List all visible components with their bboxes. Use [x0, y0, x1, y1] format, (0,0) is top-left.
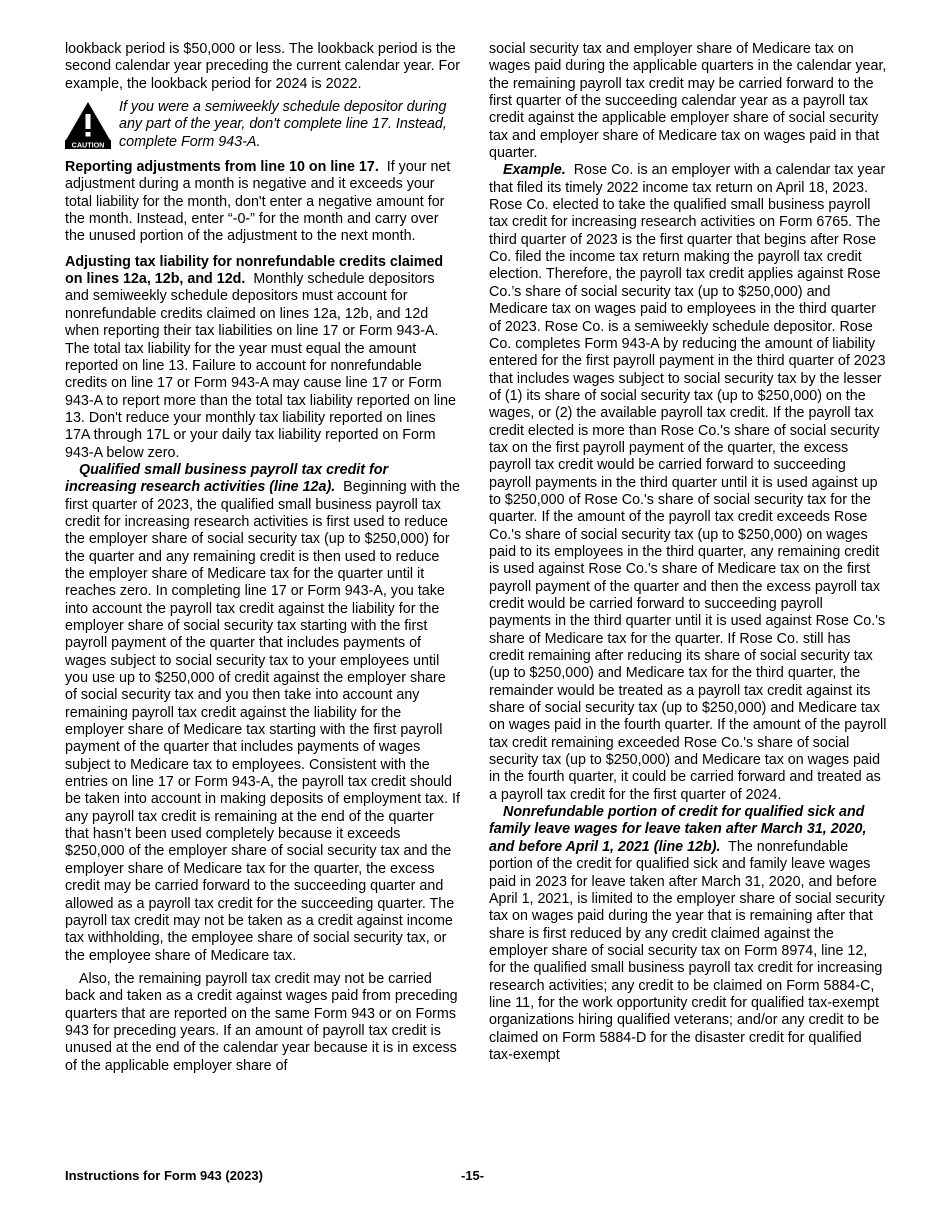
adjusting-tax-liability-paragraph: [65, 254, 461, 462]
caution-label: CAUTION: [71, 140, 105, 150]
page-number: -15-: [461, 1168, 485, 1183]
qualified-small-business-body: Beginning with the first quarter of 2023, the qualified small business payroll tax credit for increasing research activities is first used to reduce the employer share of social security tax (up to $250,000) for the quarter and any remaining credit is then used to reduce the employer share of Medicare tax for the quarter until it reaches zero. In completing line 17 or Form 943-A, you take into account the payroll tax credit against the liability for the employer share of social security tax starting with the first payroll payment of the quarter that includes payments of wages subject to social security tax to your employees until you use up to $250,000 of credit against the employer share of social security tax and you then take into account any remaining payroll tax credit against the liability for the employer share of Medicare tax starting with the first payroll payment of the quarter that includes payments of wages subject to Medicare tax to employees. Consistent with the entries on line 17 or Form 943-A, the payroll tax credit should be taken into account in making deposits of employment tax. If any payroll tax credit is remaining at the end of the quarter that hasn’t been used completely because it exceeds $250,000 of the employer share of social security tax and the employer share of Medicare tax for the quarter, the excess credit may be carried forward to the succeeding quarter and allowed as a payroll tax credit for the succeeding quarter. The payroll tax credit may not be taken as a credit against income tax withholding, the employee share of social security tax, or the employee share of Medicare tax.: [65, 479, 460, 964]
nonrefundable-heading: Nonrefundable portion of credit for qualified sick and family leave wages for leave taken after March 31, 2020, and before April 1, 2021 (line 12b).: [489, 804, 867, 855]
caution-text: If you were a semiweekly schedule depositor during any part of the year, don't complete line 17. Instead, complete Form 943-A.: [119, 99, 447, 150]
reporting-adjustments-paragraph: [65, 159, 461, 246]
caution-icon: [65, 101, 111, 149]
nonrefundable-body: The nonrefundable portion of the credit for qualified sick and family leave wages paid in 2023 for leave taken after March 31, 2020, and before April 1, 2021, is limited to the employer share of social security tax on wages paid during the year that is remaining after that share is first reduced by any credit claimed against the employer share of social security tax on Form 8974, line 12, for the qualified small business payroll tax credit for increasing research activities; any credit to be claimed on Form 5884-C, line 11, for the work opportunity credit for qualified tax-exempt organizations hiring qualified veterans; and/or any credit to be claimed on Form 5884-D for the disaster credit for qualified tax-exempt: [489, 838, 885, 1063]
reporting-adjustments-body: If your net adjustment during a month is negative and it exceeds your total liability for the month, don't enter a negative amount for the month. Instead, enter “-0-” for the month and carry over the unused portion of the adjustment to the next month.: [65, 159, 451, 245]
caution-note: [65, 99, 461, 151]
qualified-small-business-heading: Qualified small business payroll tax credit for increasing research activities (line 12a).: [65, 461, 389, 496]
qualified-small-business-paragraph: [65, 462, 461, 965]
adjusting-tax-liability-heading: Adjusting tax liability for nonrefundable credits claimed on lines 12a, 12b, and 12d.: [65, 253, 444, 288]
reporting-adjustments-heading: Reporting adjustments from line 10 on line 17.: [65, 159, 379, 176]
footer-form-title: Instructions for Form 943 (2023): [65, 1168, 263, 1183]
example-heading: Example.: [503, 162, 566, 179]
carryforward-paragraph: social security tax and employer share of Medicare tax on wages paid during the applicable quarters in the calendar year, the remaining payroll tax credit may be carried forward to the first quarter of the succeeding calendar year as a payroll tax credit against the applicable employer share of social security tax and employer share of Medicare tax on wages paid in that quarter.: [489, 41, 887, 162]
adjusting-tax-liability-body: Monthly schedule depositors and semiweekly schedule depositors must account for nonrefundable credits claimed on lines 12a, 12b, and 12d when reporting their tax liabilities on line 17 or Form 943-A. The total tax liability for the year must equal the amount reported on line 13. Failure to account for nonrefundable credits on line 17 or Form 943-A may cause line 17 or Form 943-A to report more than the total tax liability reported on line 13. Don't reduce your monthly tax liability reported on lines 17A through 17L or your daily tax liability reported on Form 943-A below zero.: [65, 271, 457, 461]
right-column: [489, 41, 887, 1064]
carryback-paragraph: Also, the remaining payroll tax credit may not be carried back and taken as a credit against wages paid from preceding quarters that are reported on the same Form 943 or on Forms 943 for preceding years. If an amount of payroll tax credit is unused at the end of the calendar year because it is in excess of the applicable employer share of: [65, 970, 458, 1074]
nonrefundable-paragraph: [489, 804, 887, 1064]
example-paragraph: [489, 162, 887, 804]
lookback-paragraph: lookback period is $50,000 or less. The lookback period is the second calendar year preceding the current calendar year. For example, the lookback period for 2024 is 2022.: [65, 41, 460, 92]
left-column: [65, 41, 461, 1075]
example-body: Rose Co. is an employer with a calendar tax year that filed its timely 2022 income tax return on April 18, 2023. Rose Co. elected to take the qualified small business payroll tax credit for increasing research activities on Form 6765. The third quarter of 2023 is the first quarter that begins after Rose Co. filed the income tax return making the payroll tax credit election. Therefore, the payroll tax credit applies against Rose Co.’s share of social security tax (up to $250,000) and Medicare tax on wages paid to employees in the third quarter of 2023. Rose Co. is a semiweekly schedule depositor. Rose Co. completes Form 943-A by reducing the amount of liability entered for the first payroll payment in the third quarter of 2023 that includes wages subject to social security tax by the lesser of (1) its share of social security tax (up to $250,000) on the wages, or (2) the available payroll tax credit. If the payroll tax credit elected is more than Rose Co.'s share of social security tax on the first payroll payment of the quarter, the excess payroll tax credit would be carried forward to succeeding payroll payments in the third quarter until it is used against up to $250,000 of Rose Co.'s share of social security tax for the quarter. If the amount of the payroll tax credit exceeds Rose Co.'s share of social security tax (up to $250,000) on wages paid to its employees in the third quarter, any remaining credit is used against Rose Co.'s share of Medicare tax on the first payroll payment of the quarter and then the excess payroll tax credit would be carried forward to succeeding payroll payments in the third quarter until it is used against Rose Co.'s share of Medicare tax for the quarter. If Rose Co. still has credit remaining after reducing its share of social security tax (up to $250,000) and Medicare tax for the third quarter, the remainder would be treated as a payroll tax credit against its share of social security tax (up to $250,000) and Medicare tax on wages paid in the fourth quarter. If the amount of the payroll tax credit remaining exceeded Rose Co.'s share of social security tax (up to $250,000) and Medicare tax on wages paid in the fourth quarter, it could be carried forward and treated as a payroll tax credit for the first quarter of 2024.: [489, 162, 887, 803]
